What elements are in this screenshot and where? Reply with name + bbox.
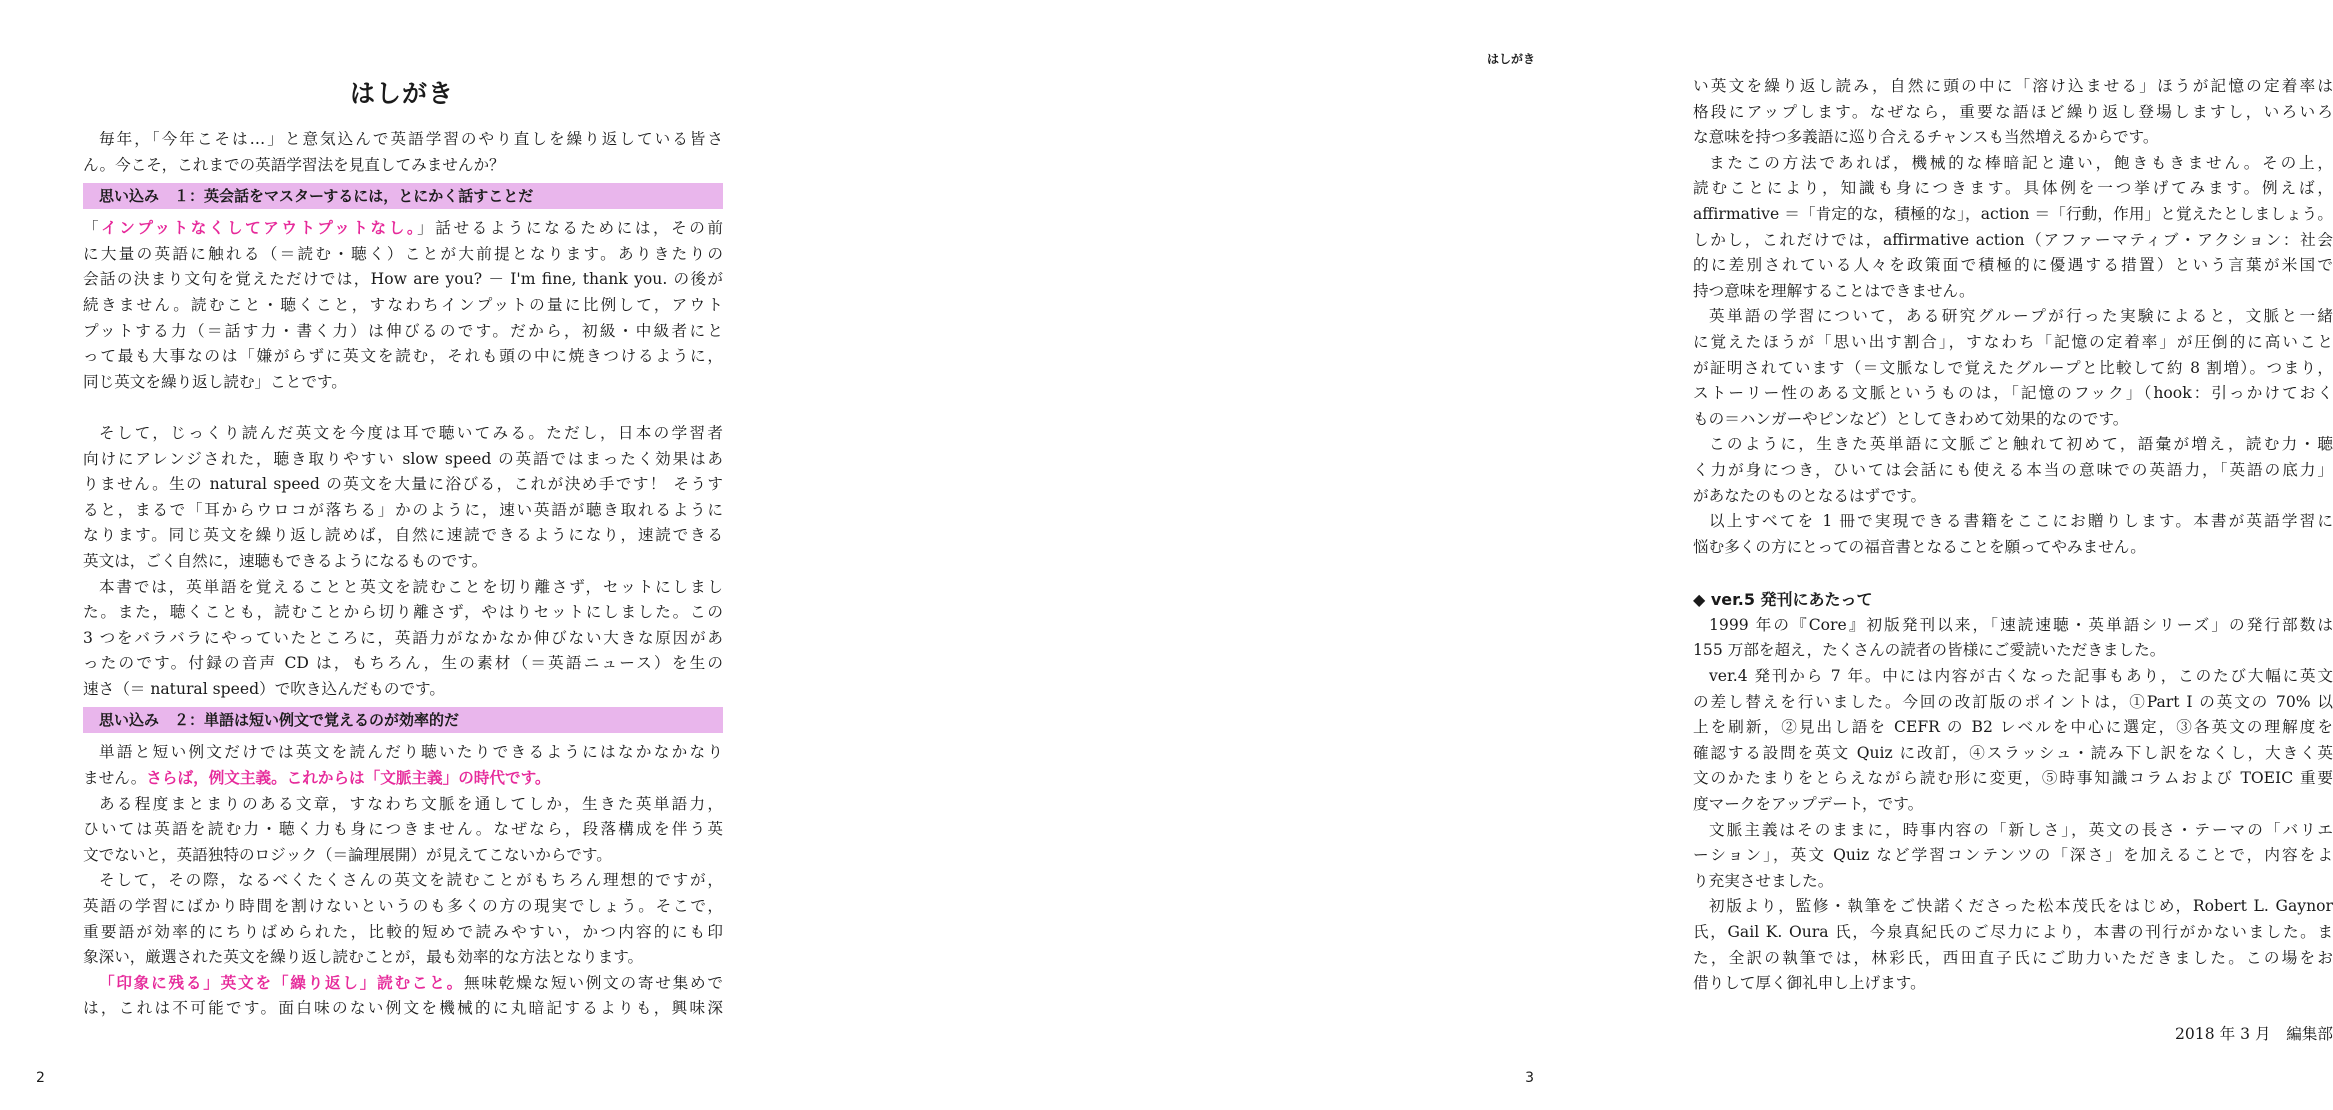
text-line: 度マークをアップデート，です。 (1693, 795, 1924, 814)
text-line: ったのです。付録の音声 CD は，もちろん，生の素材（＝英語ニュース）を生の (83, 654, 723, 673)
left-body-text (83, 127, 723, 1022)
text-line: 1999 年の『Core』初版発刊以来，「速読速聴・英単語シリーズ」の発行部数は (1709, 615, 2333, 634)
text-segment: ません。 (83, 769, 147, 788)
page-number-left: 2 (36, 1070, 45, 1086)
text-line: って最も大事なのは「嫌がらずに英文を読む，それも頭の中に焼きつけるように， (83, 347, 723, 366)
text-line: 氏，Gail K. Oura 氏，今泉真紀氏のご尽力により，本書の刊行がかないました。ま (1693, 923, 2333, 941)
text-line: な意味を持つ多義語に巡り合えるチャンスも当然増えるからです。 (1693, 128, 2159, 147)
text-line: ver.4 発刊から 7 年。中には内容が古くなった記事もあり，このたび大幅に英文 (1709, 667, 2333, 686)
text-line: く力が身につき，ひいては会話にも使える本当の意味での英語力，「英語の底力」 (1693, 460, 2333, 479)
text-line: プットする力（＝話す力・書く力）は伸びるのです。だから，初級・中級者にと (83, 321, 723, 340)
text-line: 同じ英文を繰り返し読む」ことです。 (83, 372, 347, 391)
paragraph-gap (1693, 560, 2333, 586)
page-title: はしがき (349, 79, 454, 108)
text-line: 英文は，ごく自然に，速聴もできるようになるものです。 (83, 551, 488, 570)
text-line: 文脈主義はそのままに，時事内容の「新しさ」，英文の長さ・テーマの「バリエ (1709, 820, 2333, 839)
text-segment: 無味乾燥な短い例文の寄せ集めで (464, 973, 723, 992)
text-line: なります。同じ英文を繰り返し読めば，自然に速読できるようになり，速読できる (83, 526, 723, 545)
text-line: 文のかたまりをとらえながら読む形に変更，⑤時事知識コラムおよび TOEIC 重要 (1693, 769, 2333, 788)
text-line: そして，その際，なるべくたくさんの英文を読むことがもちろん理想的ですが， (99, 871, 723, 890)
text-line: り充実させました。 (1693, 871, 1834, 890)
text-line: またこの方法であれば，機械的な棒暗記と違い，飽きもきません。その上， (1709, 153, 2333, 172)
text-line (83, 971, 723, 997)
text-line: もの＝ハンガーやピンなど）としてきわめて効果的なのです。 (1693, 409, 2129, 428)
misconception-heading: 思い込み ２：単語は短い例文で覚えるのが効率的だ (83, 707, 723, 733)
text-line: ると，まるで「耳からウロコが落ちる」かのように，速い英語が聴き取れるように (83, 500, 723, 519)
text-segment: 「 (83, 219, 102, 238)
highlighted-phrase: さらば，例文主義。これからは「文脈主義」の時代です。 (146, 769, 551, 788)
text-line: 重要語が効率的にちりばめられた，比較的短めで読みやすい，かつ内容的にも印 (83, 922, 723, 941)
text-line: 英語の学習にばかり時間を割けないというのも多くの方の現実でしょう。そこで， (83, 897, 723, 916)
paragraph-gap (83, 395, 723, 421)
text-line: い英文を繰り返し読み，自然に頭の中に「溶け込ませる」ほうが記憶の定着率は (1693, 77, 2333, 95)
text-line: た。また，聴くことも，読むことから切り離さず，やはりセットにしました。この (83, 603, 723, 622)
highlighted-phrase: 「印象に残る」英文を「繰り返し」読むこと。 (99, 973, 465, 992)
text-line: 初版より，監修・執筆をご快諾くださった松本茂氏をはじめ，Robert L. Gaynor (1709, 897, 2333, 916)
right-body-text (1693, 74, 2333, 1048)
running-head: はしがき (1486, 52, 1535, 66)
text-line: 確認する設問を英文 Quiz に改訂，④スラッシュ・読み下し訳をなくし，大きく英 (1693, 743, 2333, 762)
text-line: 速さ（＝ natural speed）で吹き込んだものです。 (83, 679, 445, 698)
text-line: ストーリー性のある文脈というものは，「記憶のフック」（hook：引っかけておく (1693, 384, 2333, 403)
text-line (83, 216, 723, 242)
right-page (803, 0, 2333, 1110)
text-line: ひいては英語を読む力・聴く力も身につきません。なぜなら，段落構成を伴う英 (83, 820, 723, 839)
paragraph-gap (1693, 997, 2333, 1023)
text-line: りません。生の natural speed の英文を大量に浴びる，これが決め手です！ そうす (83, 475, 723, 494)
left-page (0, 0, 803, 1110)
highlighted-phrase: インプットなくしてアウトプットなし。 (101, 219, 418, 238)
page-number-right: 3 (1525, 1070, 1534, 1086)
signature-line: 2018 年 3 月 編集部 (2174, 1025, 2333, 1044)
text-line: ーション」，英文 Quiz など学習コンテンツの「深さ」を加えることで，内容をよ (1693, 846, 2333, 865)
text-line: 読むことにより，知識も身につきます。具体例を一つ挙げてみます。例えば， (1693, 179, 2333, 198)
text-line: た，全訳の執筆では，林彩氏，西田直子氏にご助力いただきました。この場をお (1693, 948, 2333, 967)
text-line: に覚えたほうが「思い出す割合」，すなわち「記憶の定着率」が圧倒的に高いこと (1693, 332, 2333, 351)
text-line: があなたのものとなるはずです。 (1693, 486, 1927, 505)
text-line: ある程度まとまりのある文章，すなわち文脈を通してしか，生きた英単語力， (99, 794, 723, 813)
text-line: 悩む多くの方にとっての福音書となることを願ってやみません。 (1693, 537, 2146, 556)
text-line: 毎年，「今年こそは…」と意気込んで英語学習のやり直しを繰り返している皆さ (99, 130, 723, 148)
text-line: 的に差別されている人々を政策面で積極的に優遇する措置）という言葉が米国で (1693, 256, 2333, 275)
text-segment: 」話せるようになるためには，その前 (417, 219, 723, 238)
text-line: 続きません。読むこと・聴くこと，すなわちインプットの量に比例して，アウト (83, 295, 723, 314)
misconception-heading: 思い込み １：英会話をマスターするには，とにかく話すことだ (83, 183, 723, 209)
text-line (83, 766, 723, 792)
text-line: このように，生きた英単語に文脈ごと触れて初めて，語彙が増え，読む力・聴 (1709, 435, 2333, 454)
text-line: 本書では，英単語を覚えることと英文を読むことを切り離さず，セットにしまし (99, 577, 723, 596)
text-line: は，これは不可能です。面白味のない例文を機械的に丸暗記するよりも，興味深 (83, 999, 723, 1018)
text-line: しかし，これだけでは，affirmative action（アファーマティブ・アクション：社会 (1693, 230, 2333, 249)
text-line: が証明されています（＝文脈なしで覚えたグループと比較して約 8 割増）。つまり， (1693, 358, 2333, 377)
text-line: 英単語の学習について，ある研究グループが行った実験によると，文脈と一緒 (1709, 307, 2333, 326)
text-line: 155 万部を超え，たくさんの読者の皆様にご愛読いただきました。 (1693, 641, 2166, 660)
text-line: 文でないと，英語独特のロジック（＝論理展開）が見えてこないからです。 (83, 845, 612, 864)
section-heading: ◆ ver.5 発刊にあたって (1693, 589, 1873, 609)
text-line: 向けにアレンジされた，聴き取りやすい slow speed の英語ではまったく効果はあ (83, 449, 723, 468)
text-line: 格段にアップします。なぜなら，重要な語ほど繰り返し登場しますし，いろいろ (1693, 102, 2333, 121)
text-line: 会話の決まり文句を覚えただけでは，How are you? － I'm fine, thank you. の後が (83, 270, 723, 289)
text-line: affirmative ＝「肯定的な，積極的な」，action ＝「行動，作用」と覚えたとしましょう。 (1693, 204, 2333, 223)
text-line: 3 つをバラバラにやっていたところに，英語力がなかなか伸びない大きな原因があ (83, 628, 723, 647)
text-line: 単語と短い例文だけでは英文を読んだり聴いたりできるようにはなかなかなり (99, 743, 723, 762)
text-line: そして，じっくり読んだ英文を今度は耳で聴いてみる。ただし，日本の学習者 (99, 423, 723, 442)
text-line: に大量の英語に触れる（＝読む・聴く）ことが大前提となります。ありきたりの (83, 244, 723, 263)
text-line: ん。今こそ，これまでの英語学習法を見直してみませんか？ (83, 155, 505, 174)
text-line: 持つ意味を理解することはできません。 (1693, 281, 1975, 300)
text-line: 以上すべてを 1 冊で実現できる書籍をここにお贈りします。本書が英語学習に (1709, 512, 2333, 531)
text-line: 象深い，厳選された英文を繰り返し読むことが，最も効率的な方法となります。 (83, 948, 644, 967)
text-line: 借りして厚く御礼申し上げます。 (1693, 974, 1926, 993)
text-line: 上を刷新，②見出し語を CEFR の B2 レベルを中心に選定，③各英文の理解度を (1693, 718, 2333, 737)
text-line: の差し替えを行いました。今回の改訂版のポイントは，①Part I の英文の 70% 以 (1693, 692, 2333, 711)
